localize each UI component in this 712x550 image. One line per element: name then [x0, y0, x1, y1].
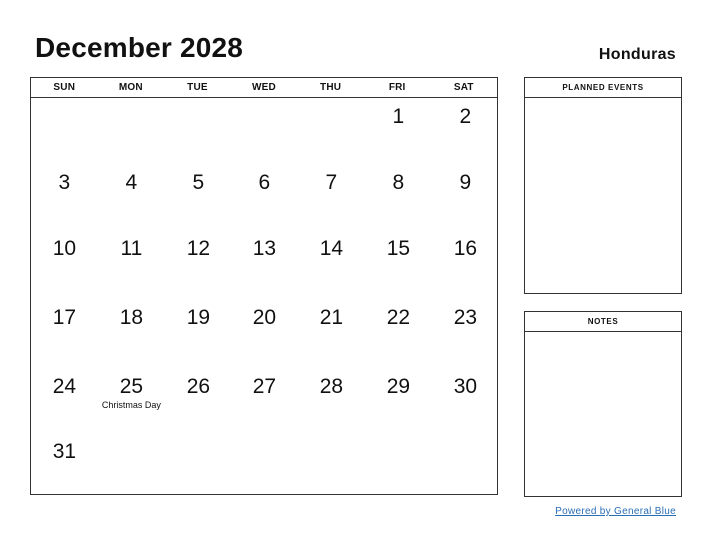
day-cell — [365, 237, 432, 261]
day-number: 20 — [252, 306, 277, 329]
day-cell — [98, 306, 165, 330]
day-number: 30 — [453, 375, 478, 398]
day-number: 28 — [319, 375, 344, 398]
day-number: 2 — [459, 105, 472, 128]
day-number: 12 — [186, 237, 211, 260]
day-number: 13 — [252, 237, 277, 260]
day-cell — [365, 306, 432, 330]
page-title: December 2028 — [35, 32, 244, 63]
day-cell — [231, 306, 298, 330]
day-cell — [432, 171, 499, 195]
day-number: 31 — [52, 440, 77, 463]
day-number: 9 — [459, 171, 472, 194]
day-cell — [432, 375, 499, 399]
day-number: 3 — [58, 171, 71, 194]
day-cell — [31, 440, 98, 464]
country-label: Honduras — [598, 46, 676, 63]
day-cell — [98, 171, 165, 195]
day-number: 19 — [186, 306, 211, 329]
day-number: 29 — [386, 375, 411, 398]
day-cell — [365, 375, 432, 399]
weekday-wed: WED — [252, 82, 276, 93]
day-cell — [231, 171, 298, 195]
day-cell — [31, 375, 98, 399]
weekday-fri: FRI — [388, 82, 406, 93]
calendar-grid — [30, 77, 498, 495]
day-cell — [231, 237, 298, 261]
day-number: 10 — [52, 237, 77, 260]
day-number: 1 — [392, 105, 405, 128]
notes-panel — [524, 311, 682, 497]
day-number: 8 — [392, 171, 405, 194]
day-number: 16 — [453, 237, 478, 260]
day-cell — [298, 375, 365, 399]
day-cell — [31, 306, 98, 330]
day-number: 21 — [319, 306, 344, 329]
day-cell — [298, 237, 365, 261]
day-number: 5 — [192, 171, 205, 194]
weekday-sat: SAT — [453, 82, 474, 93]
day-cell — [165, 375, 232, 399]
weekday-thu: THU — [320, 82, 342, 93]
day-cell — [31, 171, 98, 195]
day-cell — [432, 306, 499, 330]
day-cell — [165, 237, 232, 261]
holiday-label: Christmas Day — [101, 400, 161, 410]
weekday-tue: TUE — [187, 82, 208, 93]
day-cell — [231, 375, 298, 399]
day-cell — [365, 171, 432, 195]
day-number: 22 — [386, 306, 411, 329]
powered-by-link[interactable]: Powered by General Blue — [555, 506, 676, 517]
day-cell — [98, 237, 165, 261]
day-number: 24 — [52, 375, 77, 398]
weekday-header — [31, 78, 497, 98]
planned-events-title: PLANNED EVENTS — [525, 78, 681, 98]
day-cell — [365, 105, 432, 129]
day-number: 23 — [453, 306, 478, 329]
day-number: 4 — [125, 171, 138, 194]
day-number: 27 — [252, 375, 277, 398]
day-number: 6 — [258, 171, 271, 194]
day-cell — [432, 237, 499, 261]
day-number: 7 — [325, 171, 338, 194]
weekday-mon: MON — [118, 82, 143, 93]
day-cell — [298, 306, 365, 330]
day-number: 14 — [319, 237, 344, 260]
day-cell — [432, 105, 499, 129]
day-cell — [31, 237, 98, 261]
weekday-sun: SUN — [53, 82, 76, 93]
day-number: 17 — [52, 306, 77, 329]
day-number: 26 — [186, 375, 211, 398]
day-cell — [165, 171, 232, 195]
day-number: 11 — [120, 237, 143, 260]
planned-events-panel — [524, 77, 682, 294]
day-number: 15 — [386, 237, 411, 260]
day-cell — [98, 375, 165, 410]
day-cell — [298, 171, 365, 195]
day-number: 25 — [119, 375, 144, 398]
notes-title: NOTES — [525, 312, 681, 332]
day-number: 18 — [119, 306, 144, 329]
day-cell — [165, 306, 232, 330]
